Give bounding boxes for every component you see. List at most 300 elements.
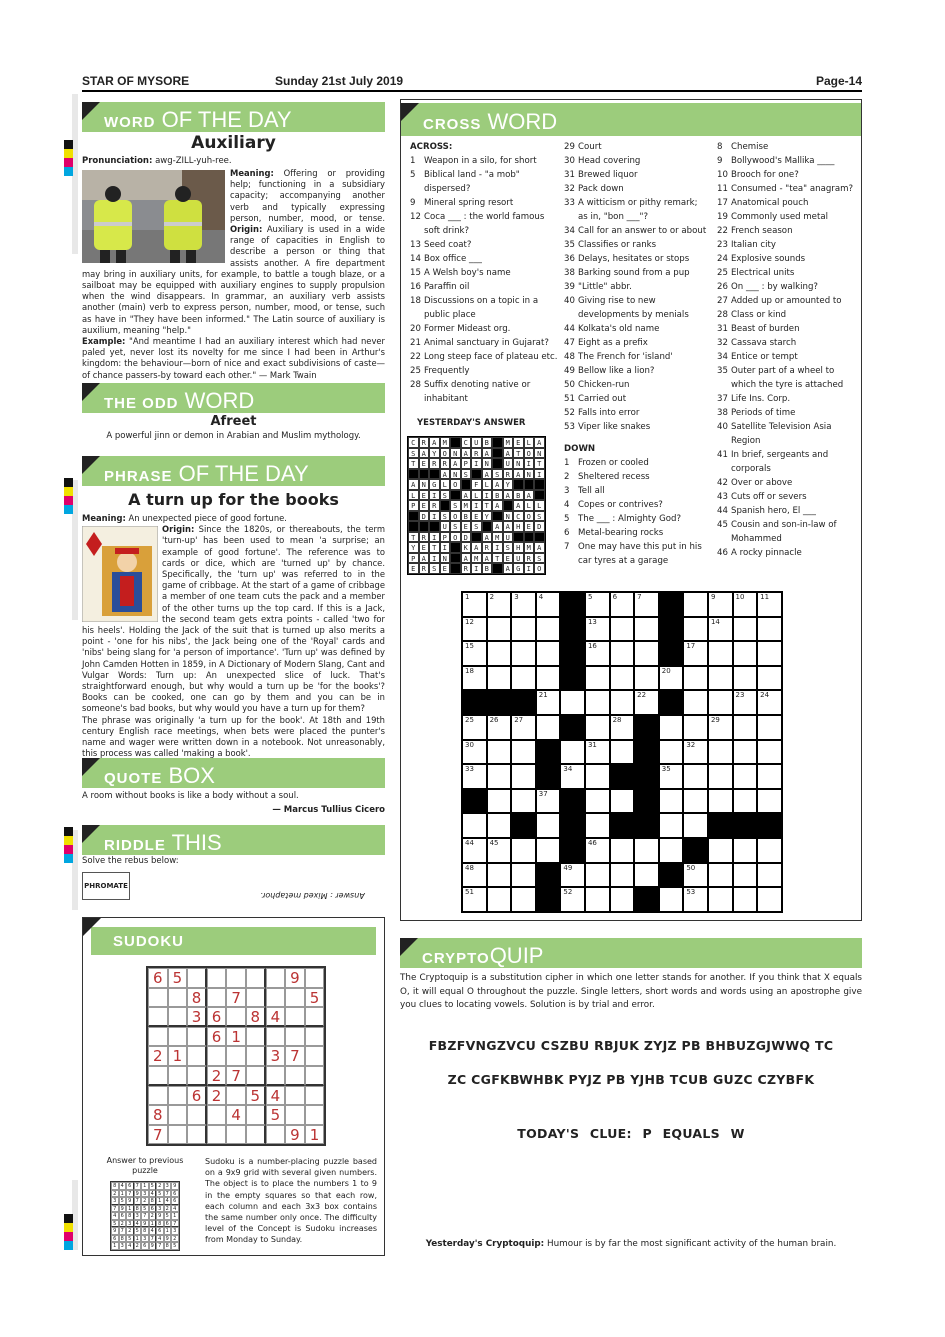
- crossword-cell[interactable]: 15: [462, 641, 487, 666]
- sudoku-cell: 6: [111, 1235, 119, 1243]
- crossword-cell[interactable]: [708, 863, 733, 888]
- registration-mark: [64, 827, 73, 836]
- crossword-cell[interactable]: [683, 764, 708, 789]
- clue-item: [410, 196, 558, 210]
- sudoku-cell: 6: [149, 1205, 157, 1213]
- sudoku-cell[interactable]: [285, 1066, 305, 1086]
- sudoku-cell: 9: [126, 1197, 134, 1205]
- crossword-cell[interactable]: [683, 592, 708, 617]
- sudoku-cell[interactable]: [305, 1007, 325, 1027]
- answer-cell: B: [513, 490, 524, 501]
- crossword-cell[interactable]: 18: [462, 666, 487, 691]
- clue-text: Former Mideast org.: [424, 324, 511, 334]
- black-square: [560, 617, 585, 642]
- crossword-cell[interactable]: 24: [757, 690, 782, 715]
- crossword-cell[interactable]: 17: [683, 641, 708, 666]
- crossword-cell[interactable]: 14: [708, 617, 733, 642]
- sudoku-cell[interactable]: [226, 968, 246, 988]
- sudoku-cell: 9: [149, 1242, 157, 1250]
- crossword-cell[interactable]: [757, 863, 782, 888]
- answer-cell: S: [450, 500, 461, 511]
- crossword-cell[interactable]: [757, 838, 782, 863]
- crossword-cell[interactable]: [683, 690, 708, 715]
- clue-item: [717, 280, 859, 294]
- sudoku-cell[interactable]: [305, 1027, 325, 1047]
- clue-text: Suffix denoting native or inhabitant: [424, 380, 531, 404]
- crossword-cell[interactable]: 51: [462, 887, 487, 912]
- answer-cell: K: [461, 542, 472, 553]
- crossword-cell[interactable]: [585, 764, 610, 789]
- sudoku-cell[interactable]: [207, 1105, 227, 1125]
- sudoku-cell[interactable]: [168, 1125, 188, 1145]
- sudoku-cell[interactable]: [148, 1066, 168, 1086]
- answer-cell: E: [503, 553, 514, 564]
- crossword-cell[interactable]: [708, 789, 733, 814]
- crossword-cell[interactable]: 52: [560, 887, 585, 912]
- sudoku-cell: 7: [171, 1220, 179, 1228]
- clue-number: 44: [564, 324, 575, 334]
- crossword-cell[interactable]: [511, 740, 536, 765]
- crossword-cell[interactable]: [708, 690, 733, 715]
- crossword-cell[interactable]: [757, 887, 782, 912]
- registration-mark: [64, 167, 73, 176]
- clue-item: [717, 154, 859, 168]
- sudoku-cell[interactable]: [266, 988, 286, 1008]
- answer-cell: R: [429, 500, 440, 511]
- sudoku-cell: 4: [134, 1220, 142, 1228]
- sudoku-cell[interactable]: [285, 1105, 305, 1125]
- answer-cell: E: [471, 511, 482, 522]
- answer-cell: R: [482, 542, 493, 553]
- crossword-cell[interactable]: [610, 690, 635, 715]
- crossword-cell[interactable]: [733, 764, 758, 789]
- clue-text: A Welsh boy's name: [424, 268, 511, 278]
- crossword-cell[interactable]: 50: [683, 863, 708, 888]
- answer-cell: S: [440, 490, 451, 501]
- crossword-cell[interactable]: [708, 764, 733, 789]
- sudoku-cell[interactable]: [207, 968, 227, 988]
- crossword-cell[interactable]: [757, 641, 782, 666]
- crossword-cell[interactable]: [659, 838, 684, 863]
- sudoku-cell: 4: [164, 1197, 172, 1205]
- crossword-cell[interactable]: [487, 641, 512, 666]
- crossword-cell[interactable]: 10: [733, 592, 758, 617]
- crossword-cell[interactable]: 45: [487, 838, 512, 863]
- crossword-cell[interactable]: [757, 764, 782, 789]
- crossword-cell[interactable]: [634, 863, 659, 888]
- clue-number: 17: [717, 198, 728, 208]
- crossword-cell[interactable]: 27: [511, 715, 536, 740]
- answer-cell: A: [450, 458, 461, 469]
- crossword-cell[interactable]: 2: [487, 592, 512, 617]
- crossword-cell[interactable]: [585, 715, 610, 740]
- crossword-cell[interactable]: [610, 863, 635, 888]
- clue-number: 26: [717, 282, 728, 292]
- sudoku-cell[interactable]: [168, 1027, 188, 1047]
- registration-mark: [64, 836, 73, 845]
- crossword-cell[interactable]: [487, 740, 512, 765]
- answer-cell: R: [503, 469, 514, 480]
- crossword-cell[interactable]: 32: [683, 740, 708, 765]
- sudoku-cell: 1: [149, 1220, 157, 1228]
- sudoku-cell: 2: [111, 1190, 119, 1198]
- crossword-cell[interactable]: [585, 666, 610, 691]
- black-square: [429, 469, 440, 480]
- crossword-cell[interactable]: [610, 666, 635, 691]
- clue-text: Commonly used metal: [731, 212, 828, 222]
- crossword-cell[interactable]: [634, 666, 659, 691]
- crossword-cell[interactable]: [708, 887, 733, 912]
- clue-number: 21: [410, 338, 421, 348]
- crossword-cell[interactable]: [610, 887, 635, 912]
- black-square: [733, 813, 758, 838]
- crossword-cell[interactable]: [536, 666, 561, 691]
- answer-cell: A: [419, 553, 430, 564]
- crossword-cell[interactable]: [610, 641, 635, 666]
- sudoku-cell[interactable]: [168, 1086, 188, 1106]
- crossword-cell[interactable]: [733, 887, 758, 912]
- sudoku-cell[interactable]: [246, 1105, 266, 1125]
- crossword-cell[interactable]: [634, 617, 659, 642]
- clue-number: 23: [717, 240, 728, 250]
- crossword-cell[interactable]: 48: [462, 863, 487, 888]
- crossword-cell[interactable]: [487, 764, 512, 789]
- black-square: [536, 887, 561, 912]
- crossword-cell[interactable]: [511, 789, 536, 814]
- crossword-cell[interactable]: [536, 838, 561, 863]
- sudoku-cell[interactable]: [246, 1027, 266, 1047]
- sudoku-cell: 7: [226, 988, 246, 1008]
- crossword-cell[interactable]: [733, 715, 758, 740]
- crossword-cell[interactable]: [487, 863, 512, 888]
- crossword-cell[interactable]: [733, 740, 758, 765]
- crossword-cell[interactable]: 4: [536, 592, 561, 617]
- sudoku-cell[interactable]: [246, 1046, 266, 1066]
- sudoku-cell[interactable]: [305, 1086, 325, 1106]
- crossword-cell[interactable]: [511, 764, 536, 789]
- crossword-cell[interactable]: [733, 617, 758, 642]
- sudoku-cell[interactable]: [187, 1125, 207, 1145]
- sudoku-cell[interactable]: [246, 968, 266, 988]
- answer-cell: T: [408, 532, 419, 543]
- sudoku-cell[interactable]: [187, 968, 207, 988]
- answer-cell: M: [471, 553, 482, 564]
- crossword-cell[interactable]: [487, 666, 512, 691]
- crossword-cell[interactable]: [708, 641, 733, 666]
- sudoku-cell[interactable]: [305, 1066, 325, 1086]
- crossword-cell[interactable]: 25: [462, 715, 487, 740]
- crossword-cell[interactable]: [733, 863, 758, 888]
- black-square: [450, 490, 461, 501]
- crossword-cell[interactable]: [610, 740, 635, 765]
- crossword-cell[interactable]: 28: [610, 715, 635, 740]
- crossword-cell[interactable]: [610, 617, 635, 642]
- sudoku-cell[interactable]: [148, 1027, 168, 1047]
- sudoku-cell[interactable]: [246, 1125, 266, 1145]
- clue-text: Chicken-run: [578, 380, 630, 390]
- sudoku-cell: 6: [187, 1086, 207, 1106]
- clue-text: Paraffin oil: [424, 282, 470, 292]
- sudoku-cell: 7: [141, 1212, 149, 1220]
- crossword-cell[interactable]: [462, 813, 487, 838]
- sudoku-cell[interactable]: [168, 1007, 188, 1027]
- sudoku-cell[interactable]: [285, 1027, 305, 1047]
- crossword-cell[interactable]: 22: [634, 690, 659, 715]
- crossword-cell[interactable]: 53: [683, 887, 708, 912]
- sudoku-cell: 8: [141, 1227, 149, 1235]
- sudoku-cell[interactable]: [226, 1007, 246, 1027]
- crossword-cell[interactable]: [683, 617, 708, 642]
- clue-item: [410, 378, 558, 406]
- clue-text: Beast of burden: [731, 324, 800, 334]
- clue-item: [717, 322, 859, 336]
- clue-text: Periods of time: [731, 408, 796, 418]
- answer-cell: A: [461, 553, 472, 564]
- crossword-cell[interactable]: 5: [585, 592, 610, 617]
- answer-cell: R: [419, 437, 430, 448]
- crossword-cell[interactable]: [757, 740, 782, 765]
- wotd-title-bar: WORD OF THE DAY: [82, 102, 385, 132]
- crossword-cell[interactable]: [634, 641, 659, 666]
- sudoku-cell[interactable]: [187, 1027, 207, 1047]
- sudoku-cell[interactable]: [168, 1105, 188, 1125]
- crossword-cell[interactable]: [683, 813, 708, 838]
- answer-cell: I: [429, 532, 440, 543]
- crossword-cell[interactable]: [634, 838, 659, 863]
- sudoku-cell: 3: [111, 1197, 119, 1205]
- crossword-cell[interactable]: 35: [659, 764, 684, 789]
- sudoku-cell[interactable]: [305, 1046, 325, 1066]
- sudoku-cell: 2: [119, 1220, 127, 1228]
- sudoku-cell: 8: [126, 1212, 134, 1220]
- crossword-cell[interactable]: [511, 838, 536, 863]
- crossword-cell[interactable]: [487, 617, 512, 642]
- sudoku-cell[interactable]: [226, 1125, 246, 1145]
- clue-item: [717, 350, 859, 364]
- clue-number: 28: [410, 380, 421, 390]
- clue-item: [410, 266, 558, 280]
- crossword-cell[interactable]: 11: [757, 592, 782, 617]
- crossword-cell[interactable]: 12: [462, 617, 487, 642]
- clue-number: 46: [717, 548, 728, 558]
- crossword-cell[interactable]: 33: [462, 764, 487, 789]
- crossword-cell[interactable]: [511, 666, 536, 691]
- clue-item: [564, 266, 709, 280]
- registration-mark: [64, 854, 73, 863]
- crossword-cell[interactable]: [536, 813, 561, 838]
- crossword-cell[interactable]: [659, 715, 684, 740]
- crossword-cell[interactable]: [560, 740, 585, 765]
- crossword-cell[interactable]: [536, 641, 561, 666]
- clue-item: [564, 140, 709, 154]
- crossword-cell[interactable]: 37: [536, 789, 561, 814]
- black-square: [659, 641, 684, 666]
- crossword-cell[interactable]: [733, 666, 758, 691]
- crossword-cell[interactable]: [757, 666, 782, 691]
- crossword-cell[interactable]: 6: [610, 592, 635, 617]
- sudoku-cell[interactable]: [187, 1046, 207, 1066]
- crossword-cell[interactable]: 13: [585, 617, 610, 642]
- clue-number: 33: [564, 198, 575, 208]
- clue-text: Animal sanctuary in Gujarat?: [424, 338, 549, 348]
- clue-text: Seed coat?: [424, 240, 472, 250]
- clue-item: [717, 266, 859, 280]
- answer-cell: N: [503, 511, 514, 522]
- answer-cell: R: [419, 563, 430, 574]
- sudoku-cell[interactable]: [148, 1086, 168, 1106]
- sudoku-cell[interactable]: [207, 988, 227, 1008]
- sudoku-cell: 8: [111, 1182, 119, 1190]
- clue-number: 19: [717, 212, 728, 222]
- crossword-cell[interactable]: [536, 715, 561, 740]
- crossword-cell[interactable]: [659, 740, 684, 765]
- crossword-cell[interactable]: [511, 863, 536, 888]
- crossword-cell[interactable]: [610, 789, 635, 814]
- sudoku-cell[interactable]: [266, 1027, 286, 1047]
- sudoku-cell: 7: [134, 1182, 142, 1190]
- crossword-cell[interactable]: [511, 887, 536, 912]
- crossword-cell[interactable]: [757, 617, 782, 642]
- crossword-cell[interactable]: [708, 666, 733, 691]
- sudoku-cell: 1: [134, 1235, 142, 1243]
- answer-cell: A: [482, 553, 493, 564]
- registration-mark: [64, 149, 73, 158]
- crossword-cell[interactable]: 7: [634, 592, 659, 617]
- answer-cell: A: [429, 437, 440, 448]
- answer-cell: A: [513, 500, 524, 511]
- crossword-cell[interactable]: [585, 887, 610, 912]
- sudoku-cell: 5: [156, 1190, 164, 1198]
- sudoku-cell[interactable]: [207, 1046, 227, 1066]
- sudoku-title-bar: SUDOKU: [91, 927, 376, 955]
- crossword-cell[interactable]: [487, 813, 512, 838]
- clue-item: [717, 504, 859, 518]
- sudoku-cell[interactable]: [246, 1066, 266, 1086]
- crossword-cell[interactable]: [585, 813, 610, 838]
- crossword-cell[interactable]: [683, 666, 708, 691]
- crossword-cell[interactable]: [511, 617, 536, 642]
- sudoku-cell: 5: [149, 1182, 157, 1190]
- sudoku-cell[interactable]: [246, 988, 266, 1008]
- clue-item: [717, 392, 859, 406]
- crossword-cell[interactable]: 21: [536, 690, 561, 715]
- sudoku-cell[interactable]: [285, 988, 305, 1008]
- clue-number: 51: [564, 394, 575, 404]
- crossword-cell[interactable]: [708, 740, 733, 765]
- sudoku-cell[interactable]: [168, 988, 188, 1008]
- crossword-cell[interactable]: [659, 789, 684, 814]
- sudoku-cell[interactable]: [285, 1007, 305, 1027]
- sudoku-cell: 3: [134, 1212, 142, 1220]
- clue-text: On ___ : by walking?: [731, 282, 818, 292]
- sudoku-cell[interactable]: [285, 1086, 305, 1106]
- sudoku-cell[interactable]: [168, 1066, 188, 1086]
- crossword-cell[interactable]: 20: [659, 666, 684, 691]
- crossword-cell[interactable]: 16: [585, 641, 610, 666]
- crossword-cell[interactable]: [585, 690, 610, 715]
- crossword-cell[interactable]: [585, 863, 610, 888]
- clue-text: Chemise: [731, 142, 769, 152]
- crossword-cell[interactable]: 30: [462, 740, 487, 765]
- sudoku-cell: 2: [126, 1227, 134, 1235]
- answer-cell: U: [503, 458, 514, 469]
- sudoku-cell[interactable]: [148, 1007, 168, 1027]
- crossword-cell[interactable]: [708, 838, 733, 863]
- crossword-cell[interactable]: 46: [585, 838, 610, 863]
- sudoku-cell[interactable]: [148, 988, 168, 1008]
- sudoku-cell: 7: [164, 1190, 172, 1198]
- black-square: [408, 469, 419, 480]
- black-square: [634, 740, 659, 765]
- crossword-cell[interactable]: 23: [733, 690, 758, 715]
- clue-item: [410, 364, 558, 378]
- crossword-cell[interactable]: [511, 641, 536, 666]
- crossword-cell[interactable]: [757, 789, 782, 814]
- clue-text: Biblical land - "a mob" dispersed?: [424, 170, 520, 194]
- crossword-cell[interactable]: [659, 887, 684, 912]
- crossword-cell[interactable]: [585, 789, 610, 814]
- crossword-cell[interactable]: [610, 838, 635, 863]
- crossword-cell[interactable]: 34: [560, 764, 585, 789]
- crossword-cell[interactable]: 29: [708, 715, 733, 740]
- crossword-cell[interactable]: [733, 789, 758, 814]
- sudoku-cell: 4: [171, 1205, 179, 1213]
- crossword-cell[interactable]: [733, 838, 758, 863]
- wotd-body: Meaning: Offering or providing help; functioning in a subsidiary capacity; accompanying another verb and typically expressing person, number, mood, or tense. Origin: Auxiliary is used in a wide range of capacities in English to describe a person or thing that assists another. A fire department may bring in auxiliary units, for example, to battle a tough blaze, or a sailboat may be equipped with auxiliary engines to supply propulsion when the wind disappears. In grammar, an auxiliary verb assists another (main) verb to express person, number, mood, or tense, such as have in "They have been informed." The Latin source of auxiliary is auxilium, meaning "help." Example: "And meantime I had an auxiliary interest which had never paled yet, never lost its novelty for me since I had been in Arthur's kingdom: the behaviour—born of nice and exact subdivisions of caste—of chance passers-by toward each other." — Mark Twain: [82, 168, 385, 380]
- crossword-cell[interactable]: [733, 641, 758, 666]
- sudoku-cell[interactable]: [266, 968, 286, 988]
- crossword-cell[interactable]: 31: [585, 740, 610, 765]
- sudoku-cell: 9: [134, 1190, 142, 1198]
- crossword-cell[interactable]: 26: [487, 715, 512, 740]
- sudoku-cell[interactable]: [226, 1046, 246, 1066]
- crossword-cell[interactable]: [757, 715, 782, 740]
- answer-cell: R: [471, 448, 482, 459]
- clue-item: [564, 294, 709, 322]
- crossword-cell[interactable]: [659, 813, 684, 838]
- answer-cell: R: [440, 458, 451, 469]
- sudoku-cell[interactable]: [305, 968, 325, 988]
- crossword-cell[interactable]: 3: [511, 592, 536, 617]
- crossword-cell[interactable]: [683, 715, 708, 740]
- crossword-cell[interactable]: [487, 887, 512, 912]
- crossword-cell[interactable]: 49: [560, 863, 585, 888]
- clue-text: Weapon in a silo, for short: [424, 156, 537, 166]
- answer-cell: N: [534, 448, 545, 459]
- sudoku-cell[interactable]: [207, 1125, 227, 1145]
- crossword-cell[interactable]: [560, 690, 585, 715]
- crossword-cell[interactable]: [683, 789, 708, 814]
- sudoku-cell[interactable]: [226, 1086, 246, 1106]
- sudoku-cell[interactable]: [187, 1066, 207, 1086]
- black-square: [560, 838, 585, 863]
- sudoku-cell[interactable]: [266, 1125, 286, 1145]
- sudoku-cell[interactable]: [305, 1105, 325, 1125]
- crossword-cell[interactable]: [487, 789, 512, 814]
- crossword-cell[interactable]: 44: [462, 838, 487, 863]
- answer-cell: D: [461, 532, 472, 543]
- registration-mark: [64, 1214, 73, 1223]
- clue-text: Copes or contrives?: [578, 500, 663, 510]
- crossword-cell[interactable]: 9: [708, 592, 733, 617]
- clue-text: Viper like snakes: [578, 422, 651, 432]
- sudoku-cell[interactable]: [187, 1105, 207, 1125]
- clue-number: 38: [564, 268, 575, 278]
- crossword-cell[interactable]: [536, 617, 561, 642]
- crossword-cell[interactable]: 1: [462, 592, 487, 617]
- page-header: [82, 72, 862, 92]
- sudoku-cell[interactable]: [266, 1066, 286, 1086]
